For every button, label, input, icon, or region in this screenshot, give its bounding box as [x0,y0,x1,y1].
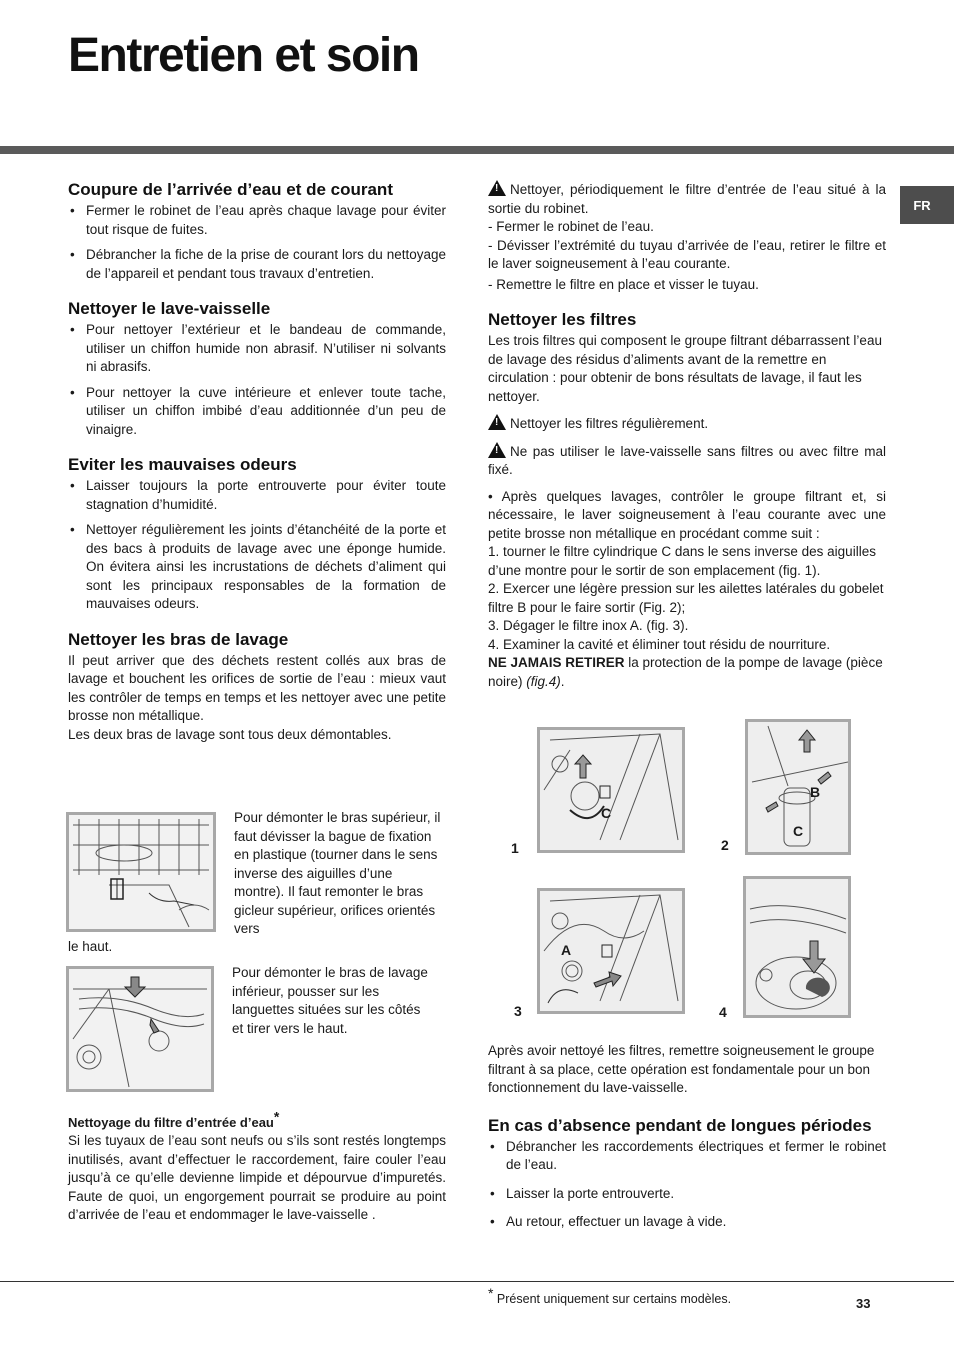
inlet-filter-paragraph: Si les tuyaux de l’eau sont neufs ou s’ils sont restés longtemps inutilisés, avant d’effectuer le raccordement, faire couler l’eau jusqu’à ce qu’elle devienne limpide et dépourvue d’impuretés. Faute de quoi, un engorgement pourrait se produire au point d’arrivée de l’eau et endommager le lave-vaisselle . [68,1133,446,1222]
page-number: 33 [856,1296,871,1311]
filter-figure-3 [537,888,685,1014]
fig4-ref: (fig.4) [526,673,561,689]
never-remove-end: . [560,673,565,689]
section-title-inlet-filter: Nettoyage du filtre d’entrée d’eau [68,1115,274,1130]
list-odours [68,477,446,614]
never-remove-text: la protection de la pompe de lavage (pièce noire) [488,655,883,689]
never-remove-label: NE JAMAIS RETIRER [488,655,625,670]
list-item: • Fermer le robinet de l’eau après chaque lavage pour éviter tout risque de fuites. [68,202,446,239]
filters-steps-intro: • Après quelques lavages, contrôler le groupe filtrant et, si nécessaire, le laver soigneusement à l’eau courante avec une petite brosse non métallique en procédant comme suit : [488,488,886,541]
page-title: Entretien et soin [68,29,419,82]
header-divider [0,146,954,154]
lower-spray-arm-figure [66,966,214,1092]
list-item: • Nettoyer régulièrement les joints d’étanchéité de la porte et des bacs à produits de lavage avec une éponge humide. On évitera ainsi les incrustations de déchets d’aliment qui sont les principaux responsables de la formation de mauvaises odeurs. [68,521,446,614]
warning-icon [488,442,506,458]
filter-illustration-4 [746,879,848,1015]
filter-letter-c: C [601,805,612,821]
filter-figure-4 [743,876,851,1018]
section-title-water-power: Coupure de l’arrivée d’eau et de courant [68,180,393,199]
inlet-step: - Remettre le filtre en place et visser le tuyau. [488,276,759,292]
language-tab: FR [900,186,954,224]
filters-step-4: 4. Examiner la cavité et éliminer tout résidu de nourriture. [488,636,831,652]
filter-illustration-1 [540,730,682,850]
figure-number-4: 4 [719,1004,727,1020]
warning-icon [488,414,506,430]
filter-figure-1 [537,727,685,853]
list-water-power [68,202,446,283]
filter-letter-c-2: C [793,823,804,839]
list-item: • Débrancher les raccordements électriques et fermer le robinet de l’eau. [488,1138,886,1175]
filters-paragraph: Les trois filtres qui composent le groupe filtrant débarrassent l’eau de lavage des résidus d’aliments avant de la remettre en circulation : pour obtenir de bons résultats de lavage, il faut les nettoyer. [488,333,882,404]
filters-warning-2: Ne pas utiliser le lave-vaisselle sans filtres ou avec filtre mal fixé. [488,443,886,477]
right-bottom-section [488,1042,886,1239]
filters-step-2: 2. Exercer une légère pression sur les ailettes latérales du gobelet filtre B pour le faire sortir (Fig. 2); [488,581,884,615]
list-item: • Pour nettoyer l’extérieur et le bandeau de commande, utiliser un chiffon humide non abrasif. N’utiliser ni solvants ni abrasifs. [68,321,446,377]
figure-number-2: 2 [721,837,729,853]
list-absence [488,1138,886,1232]
figure-number-1: 1 [511,840,519,856]
list-item: • Au retour, effectuer un lavage à vide. [488,1213,886,1232]
inlet-step: - Dévisser l’extrémité du tuyau d’arrivée de l’eau, retirer le filtre et le laver soigneusement à l’eau courante. [488,237,886,271]
inlet-filter-section [68,1108,446,1225]
filters-step-3: 3. Dégager le filtre inox A. (fig. 3). [488,618,689,633]
figure-number-3: 3 [514,1003,522,1019]
section-title-spray-arms: Nettoyer les bras de lavage [68,629,289,649]
warning-icon [488,180,506,196]
filter-letter-b: B [810,784,821,800]
section-title-odours: Eviter les mauvaises odeurs [68,455,297,474]
section-title-absence: En cas d’absence pendant de longues périodes [488,1115,872,1135]
list-item: • Laisser la porte entrouverte. [488,1185,886,1204]
inlet-warning: Nettoyer, périodiquement le filtre d’entrée de l’eau situé à la sortie du robinet. [488,182,886,216]
footnote-star: * [488,1284,494,1301]
section-title-filters: Nettoyer les filtres [488,310,637,329]
filter-letter-a: A [561,942,572,958]
spray-arms-paragraph-2: Les deux bras de lavage sont tous deux démontables. [68,726,392,742]
list-clean-dishwasher [68,321,446,439]
footer-divider [0,1281,954,1282]
upper-arm-caption: Pour démonter le bras supérieur, il faut dévisser la bague de fixation en plastique (tourner dans le sens inverse des aiguilles d’une montre). Il faut remonter le bras gicleur supérieur, orifices orientés vers [234,810,441,936]
after-filters-paragraph: Après avoir nettoyé les filtres, remettre soigneusement le groupe filtrant à sa place, cette opération est fondamentale pour un bon fonctionnement du lave-vaisselle. [488,1043,875,1095]
right-column [488,180,886,691]
section-title-clean-dishwasher: Nettoyer le lave-vaisselle [68,299,271,318]
lower-spray-arm-illustration [69,969,211,1089]
spray-arms-paragraph: Il peut arriver que des déchets restent collés aux bras de lavage et bouchent les orifices de sortie de l’eau : mieux vaut les contrôler de temps en temps et les nettoyer avec une petite brosse non métallique. [68,652,446,723]
filters-step-1: 1. tourner le filtre cylindrique C dans le sens inverse des aiguilles d’une montre pour le sortir de son emplacement (fig. 1). [488,544,876,578]
filters-warning-1: Nettoyer les filtres régulièrement. [510,416,709,431]
footnote-marker: * [273,1108,280,1125]
upper-spray-arm-illustration [69,815,213,929]
upper-arm-caption-tail: le haut. [68,939,113,954]
list-item: • Débrancher la fiche de la prise de courant lors du nettoyage de l’appareil et pendant tous travaux d’entretien. [68,246,446,283]
list-item: • Pour nettoyer la cuve intérieure et enlever toute tache, utiliser un chiffon imbibé d’eau additionnée d’un peu de vinaigre. [68,384,446,440]
footnote [488,1284,732,1306]
footnote-text: Présent uniquement sur certains modèles. [493,1292,732,1306]
list-item: • Laisser toujours la porte entrouverte pour éviter toute stagnation d’humidité. [68,477,446,514]
inlet-step: - Fermer le robinet de l’eau. [488,219,654,234]
left-column [68,180,446,744]
upper-spray-arm-figure [66,812,216,932]
lower-arm-caption: Pour démonter le bras de lavage inférieur, pousser sur les languettes situées sur les côtés et tirer vers le haut. [232,965,428,1036]
